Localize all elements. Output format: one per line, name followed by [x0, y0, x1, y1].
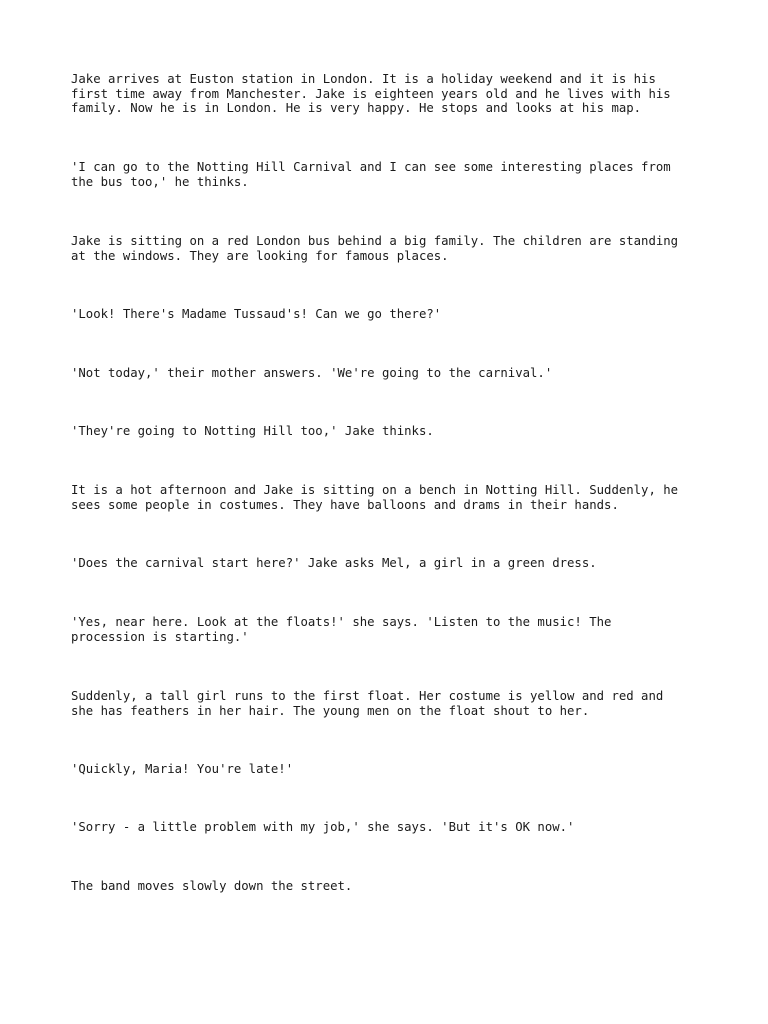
paragraph-8: 'Does the carnival start here?' Jake asks Mel, a girl in a green dress. — [71, 556, 597, 570]
paragraph-13: The band moves slowly down the street. — [71, 879, 353, 893]
paragraph-11: 'Quickly, Maria! You're late!' — [71, 762, 294, 776]
paragraph-4: 'Look! There's Madame Tussaud's! Can we go there?' — [71, 307, 442, 321]
paragraph-9: 'Yes, near here. Look at the floats!' she says. 'Listen to the music! The procession is starting.' — [71, 615, 612, 644]
paragraph-5: 'Not today,' their mother answers. 'We're going to the carnival.' — [71, 366, 553, 380]
paragraph-10: Suddenly, a tall girl runs to the first float. Her costume is yellow and red and she has feathers in her hair. The young men on the float shout to her. — [71, 689, 664, 718]
paragraph-6: 'They're going to Notting Hill too,' Jake thinks. — [71, 424, 434, 438]
paragraph-1: Jake arrives at Euston station in London. It is a holiday weekend and it is his first time away from Manchester. Jake is eighteen years old and he lives with his family. Now he is in London. He is very happy. He stops and looks at his map. — [71, 72, 671, 116]
paragraph-3: Jake is sitting on a red London bus behind a big family. The children are standing at the windows. They are looking for famous places. — [71, 234, 679, 263]
paragraph-12: 'Sorry - a little problem with my job,' she says. 'But it's OK now.' — [71, 820, 575, 834]
paragraph-2: 'I can go to the Notting Hill Carnival and I can see some interesting places from the bus too,' he thinks. — [71, 160, 671, 189]
paragraph-7: It is a hot afternoon and Jake is sitting on a bench in Notting Hill. Suddenly, he sees some people in costumes. They have balloons and drams in their hands. — [71, 483, 679, 512]
